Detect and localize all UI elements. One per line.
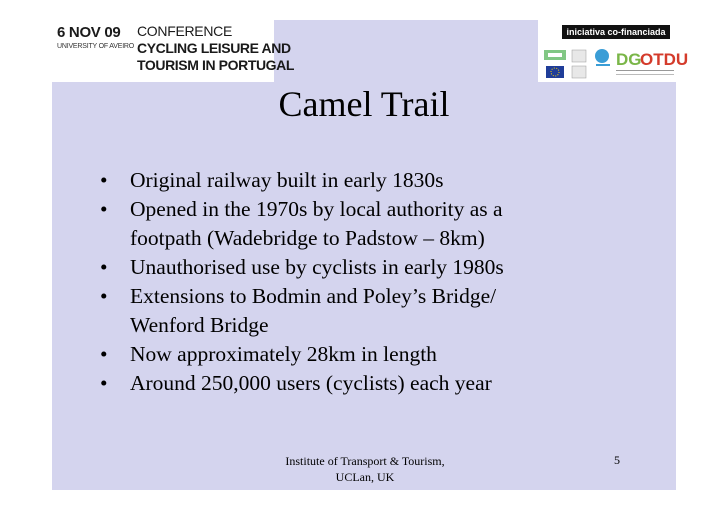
bullet-text-continued: footpath (Wadebridge to Padstow – 8km)	[130, 226, 485, 250]
bullet-item	[100, 369, 570, 398]
slide-title: Camel Trail	[278, 84, 450, 124]
conference-title-line2: TOURISM IN PORTUGAL	[137, 57, 295, 73]
dgotdu-logo-icon	[616, 50, 688, 75]
conference-label: CONFERENCE	[137, 23, 233, 39]
conference-title	[137, 40, 294, 74]
footer-location: UCLan, UK	[335, 470, 395, 484]
svg-text:OTDU: OTDU	[640, 50, 689, 69]
bullet-text-continued: Wenford Bridge	[130, 313, 269, 337]
seal-logo-icon	[572, 50, 586, 78]
bullet-text: Around 250,000 users (cyclists) each year	[130, 371, 492, 395]
bullet-item	[100, 340, 570, 369]
bullet-item	[100, 195, 570, 253]
bullet-icon: •	[100, 255, 108, 279]
bullet-icon: •	[100, 371, 108, 395]
page-number: 5	[614, 453, 620, 467]
bullet-text: Opened in the 1970s by local authority as a	[130, 197, 503, 221]
bullet-item	[100, 253, 570, 282]
bullet-item	[100, 282, 570, 340]
bullet-text: Original railway built in early 1830s	[130, 168, 444, 192]
green-logo-icon	[544, 50, 566, 60]
eu-flag-icon	[546, 66, 564, 78]
bullet-icon: •	[100, 168, 108, 192]
slide-footer	[270, 453, 460, 485]
svg-text:DG: DG	[616, 50, 642, 69]
bullet-icon: •	[100, 197, 108, 221]
bullet-list	[100, 166, 570, 398]
bullet-text: Unauthorised use by cyclists in early 1980s	[130, 255, 504, 279]
footer-institute: Institute of Transport & Tourism,	[285, 454, 445, 468]
bullet-icon: •	[100, 342, 108, 366]
conference-date: 6 NOV 09	[57, 24, 121, 41]
bullet-icon: •	[100, 284, 108, 308]
cofinanced-label: iniciativa co-financiada por	[562, 25, 670, 39]
conference-title-line1: CYCLING LEISURE AND	[137, 40, 291, 56]
povt-logo-icon	[595, 49, 610, 66]
bullet-item	[100, 166, 570, 195]
sponsor-logos	[542, 44, 689, 82]
bullet-text: Now approximately 28km in length	[130, 342, 437, 366]
bullet-text: Extensions to Bodmin and Poley’s Bridge/	[130, 284, 497, 308]
university-name: UNIVERSITY OF AVEIRO	[57, 43, 135, 50]
